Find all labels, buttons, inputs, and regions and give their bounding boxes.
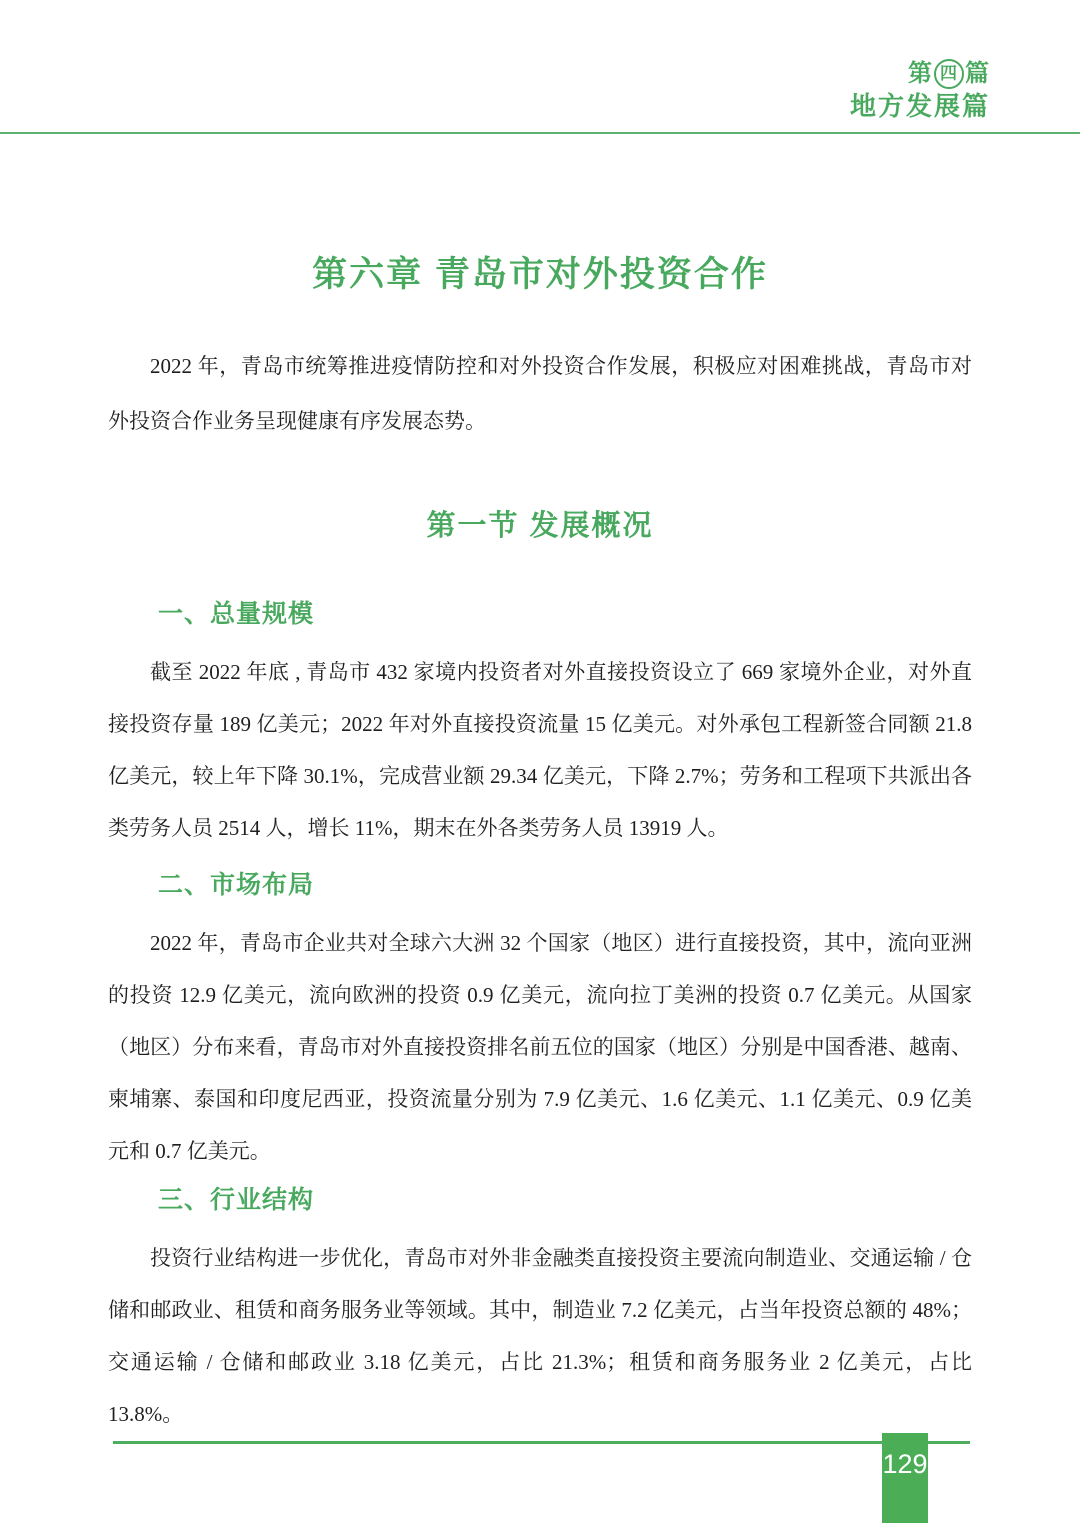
part-label [850, 58, 990, 90]
page-header [850, 58, 990, 122]
circled-four-icon: 四 [934, 59, 964, 89]
part-label-post: 篇 [965, 60, 990, 87]
page-number: 129 [882, 1449, 928, 1479]
subsection-paragraph-1: 截至 2022 年底 , 青岛市 432 家境内投资者对外直接投资设立了 669 家境外企业，对外直接投资存量 189 亿美元；2022 年对外直接投资流量 15 亿美元。对外承包工程新签合同额 21.8 亿美元，较上年下降 30.1%，完成营业额 29.34 亿美元，下降 2.7%；劳务和工程项下共派出各类劳务人员 2514 人，增长 11%，期末在外各类劳务人员 13919 人。 [108, 660, 972, 840]
intro-paragraph: 2022 年，青岛市统筹推进疫情防控和对外投资合作发展，积极应对困难挑战，青岛市对外投资合作业务呈现健康有序发展态势。 [108, 354, 972, 433]
subsection-paragraph-3: 投资行业结构进一步优化，青岛市对外非金融类直接投资主要流向制造业、交通运输 / 仓储和邮政业、租赁和商务服务业等领域。其中，制造业 7.2 亿美元，占当年投资总额的 48%；交通运输 / 仓储和邮政业 3.18 亿美元，占比 21.3%；租赁和商务服务业 2 亿美元，占比 13.8%。 [108, 1246, 972, 1426]
page-number-badge [882, 1433, 928, 1523]
part-label-pre: 第 [908, 60, 933, 87]
subsection-heading-3: 三、行业结构 [158, 1186, 315, 1214]
page-content [108, 135, 972, 1440]
subsection-heading-2: 二、市场布局 [158, 871, 315, 899]
subsection-heading-1: 一、总量规模 [158, 600, 315, 628]
part-title: 地方发展篇 [849, 91, 990, 121]
section-title: 第一节 发展概况 [426, 510, 654, 542]
footer-divider [113, 1441, 970, 1444]
subsection-paragraph-2: 2022 年，青岛市企业共对全球六大洲 32 个国家（地区）进行直接投资，其中，流向亚洲的投资 12.9 亿美元，流向欧洲的投资 0.9 亿美元，流向拉丁美洲的投资 0.7 亿美元。从国家（地区）分布来看，青岛市对外直接投资排名前五位的国家（地区）分别是中国香港、越南、柬埔寨、泰国和印度尼西亚，投资流量分别为 7.9 亿美元、1.6 亿美元、1.1 亿美元、0.9 亿美元和 0.7 亿美元。 [108, 931, 972, 1163]
chapter-title: 第六章 青岛市对外投资合作 [312, 255, 768, 294]
header-divider [0, 132, 1080, 134]
